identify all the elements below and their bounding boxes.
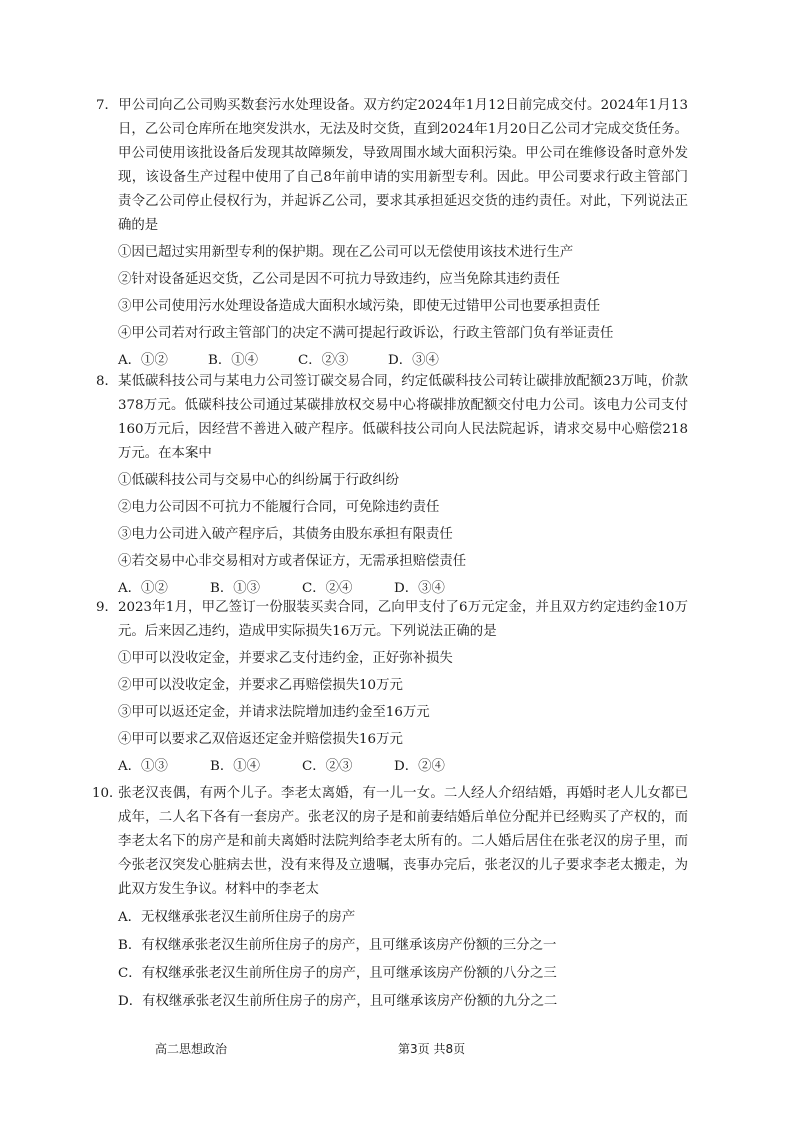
question-7-option-2: ②针对设备延迟交货，乙公司是因不可抗力导致违约，应当免除其违约责任 — [118, 272, 560, 287]
question-10-number: 10． — [92, 786, 123, 801]
question-10-option-c: C．有权继承张老汉生前所住房子的房产，且可继承该房产份额的八分之三 — [118, 966, 557, 981]
question-9 — [96, 596, 688, 779]
question-8-option-2: ②电力公司因不可抗力不能履行合同，可免除违约责任 — [118, 500, 440, 515]
question-9-text: 2023年1月，甲乙签订一份服装买卖合同，乙向甲支付了6万元定金，并且双方约定违约金10万元。后来因乙违约，造成甲实际损失16万元。下列说法正确的是 — [118, 600, 688, 639]
question-8-option-1: ①低碳科技公司与交易中心的纠纷属于行政纠纷 — [118, 473, 400, 488]
question-8-option-4: ④若交易中心非交易相对方或者保证方，无需承担赔偿责任 — [118, 554, 467, 569]
question-9-choice-a: A．①③ — [118, 759, 168, 774]
question-9-number: 9． — [96, 600, 118, 615]
question-10-stem — [92, 782, 688, 902]
question-8-choice-c: C．②④ — [302, 581, 353, 596]
question-9-choice-d: D．②④ — [394, 759, 445, 774]
question-8-stem — [96, 370, 688, 466]
question-7-option-3: ③甲公司使用污水处理设备造成大面积水域污染，即使无过错甲公司也要承担责任 — [118, 299, 601, 314]
question-10 — [92, 782, 688, 1014]
question-7-stem — [96, 94, 688, 238]
question-10-option-a: A．无权继承张老汉生前所住房子的房产 — [118, 910, 356, 925]
question-8-choice-d: D．③④ — [394, 581, 445, 596]
question-9-option-1: ①甲可以没收定金，并要求乙支付违约金，正好弥补损失 — [118, 651, 453, 666]
question-7-choice-a: A．①② — [118, 353, 168, 368]
question-9-stem — [96, 596, 688, 644]
footer-page-number: 第3页 共8页 — [398, 1042, 466, 1056]
question-7 — [96, 94, 688, 373]
question-7-number: 7． — [96, 98, 118, 113]
question-7-option-4: ④甲公司若对行政主管部门的决定不满可提起行政诉讼，行政主管部门负有举证责任 — [118, 326, 614, 341]
question-10-option-d: D．有权继承张老汉生前所住房子的房产，且可继承该房产份额的九分之二 — [118, 994, 558, 1009]
question-7-choice-b: B．①④ — [208, 353, 259, 368]
question-7-choice-c: C．②③ — [298, 353, 349, 368]
question-8-number: 8． — [96, 374, 118, 389]
question-7-choice-d: D．③④ — [388, 353, 439, 368]
question-8-choice-a: A．①② — [118, 581, 168, 596]
question-9-option-2: ②甲可以没收定金，并要求乙再赔偿损失10万元 — [118, 678, 403, 693]
question-8 — [96, 370, 688, 601]
question-9-choice-b: B．①④ — [210, 759, 261, 774]
question-9-choices — [118, 755, 688, 779]
footer-subject: 高二思想政治 — [155, 1042, 228, 1056]
question-10-text: 张老汉丧偶，有两个儿子。李老太离婚，有一儿一女。二人经人介绍结婚，再婚时老人儿女都已成年，二人名下各有一套房产。张老汉的房子是和前妻结婚后单位分配并已经购买了产权的，而李老太名下的房产是和前夫离婚时法院判给李老太所有的。二人婚后居住在张老汉的房子里，而今张老汉突发心脏病去世，没有来得及立遗嘱，丧事办完后，张老汉的儿子要求李老太搬走，为此双方发生争议。材料中的李老太 — [118, 786, 688, 897]
question-10-option-b: B．有权继承张老汉生前所住房子的房产，且可继承该房产份额的三分之一 — [118, 938, 557, 953]
question-8-text: 某低碳科技公司与某电力公司签订碳交易合同，约定低碳科技公司转让碳排放配额23万吨，价款378万元。低碳科技公司通过某碳排放权交易中心将碳排放配额交付电力公司。该电力公司支付160万元后，因经营不善进入破产程序。低碳科技公司向人民法院起诉，请求交易中心赔偿218万元。在本案中 — [118, 374, 688, 461]
question-7-option-1: ①因已超过实用新型专利的保护期。现在乙公司可以无偿使用该技术进行生产 — [118, 245, 574, 260]
question-7-text: 甲公司向乙公司购买数套污水处理设备。双方约定2024年1月12日前完成交付。2024年1月13日，乙公司仓库所在地突发洪水，无法及时交货，直到2024年1月20日乙公司才完成交货任务。甲公司使用该批设备后发现其故障频发，导致周围水域大面积污染。甲公司在维修设备时意外发现，该设备生产过程中使用了自己8年前申请的实用新型专利。因此。甲公司要求行政主管部门责令乙公司停止侵权行为，并起诉乙公司，要求其承担延迟交货的违约责任。对此，下列说法正确的是 — [118, 98, 688, 233]
question-9-option-4: ④甲可以要求乙双倍返还定金并赔偿损失16万元 — [118, 732, 403, 747]
question-9-option-3: ③甲可以返还定金，并请求法院增加违约金至16万元 — [118, 705, 430, 720]
question-8-choice-b: B．①③ — [210, 581, 261, 596]
question-8-option-3: ③电力公司进入破产程序后，其债务由股东承担有限责任 — [118, 527, 453, 542]
question-9-choice-c: C．②③ — [302, 759, 353, 774]
